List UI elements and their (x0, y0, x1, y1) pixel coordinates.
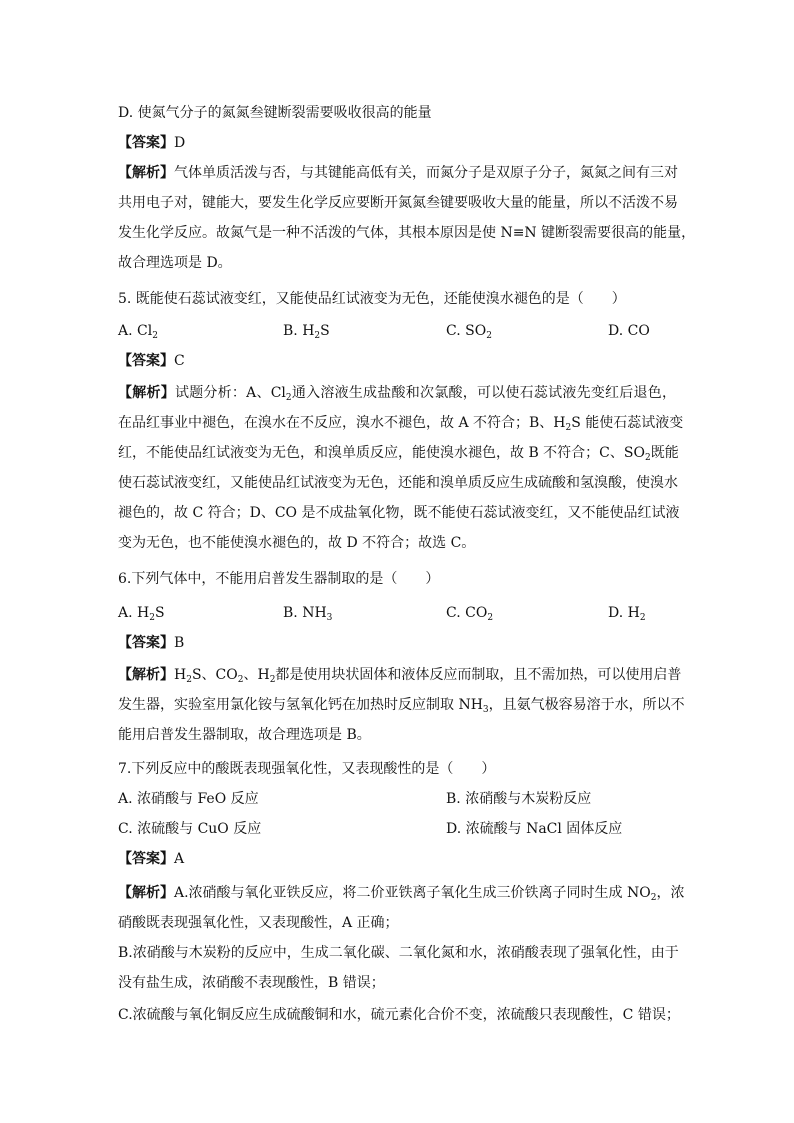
q7-analysis-line-4: 没有盐生成，浓硝酸不表现酸性，B 错误； (118, 975, 385, 991)
q4-analysis-line-3: 发生化学反应。故氮气是一种不活泼的气体，其根本原因是使 N≡N 键断裂需要很高的能量， (118, 225, 696, 241)
q6-option-d: D. $H_2$ (608, 605, 646, 623)
q5-options (118, 321, 676, 341)
answer-value: D (174, 135, 186, 151)
q6-analysis-line-2: 发生器，实验室用氯化铵与氢氧化钙在加热时反应制取 $NH_3$，且氨气极容易溶于水，所以不 (118, 697, 685, 715)
answer-label: 【答案】 (118, 135, 174, 151)
q7-option-d: D. 浓硫酸与 NaCl 固体反应 (446, 821, 623, 837)
q6-analysis-line-3: 能用启普发生器制取，故合理选项是 B。 (118, 727, 371, 743)
q6-options (118, 603, 676, 623)
q7-question: 7.下列反应中的酸既表现强氧化性，又表现酸性的是（ ） (118, 761, 496, 777)
q5-analysis-line-3: 红，不能使品红试液变为无色，和溴单质反应，能使溴水褪色，故 B 不符合；C、$SO_2$既能 (118, 445, 679, 463)
q4-analysis-line-1: 【解析】气体单质活泼与否，与其键能高低有关，而氮分子是双原子分子，氮氮之间有三对 (118, 165, 678, 181)
q7-option-c: C. 浓硫酸与 CuO 反应 (118, 821, 262, 837)
q5-option-a: A. $Cl_2$ (118, 323, 158, 341)
q7-answer: 【答案】A (118, 851, 185, 867)
q5-analysis-line-6: 变为无色，也不能使溴水褪色的，故 D 不符合；故选 C。 (118, 535, 476, 551)
q5-analysis-line-4: 使石蕊试液变红，又能使品红试液变为无色，还能和溴单质反应生成硫酸和氢溴酸，使溴水 (118, 475, 678, 491)
q5-option-c: C. $SO_2$ (446, 323, 492, 341)
q5-option-d: D. CO (608, 323, 650, 339)
q5-option-b: B. $H_2S$ (283, 323, 330, 341)
q7-analysis-line-3: B.浓硝酸与木炭粉的反应中，生成二氧化碳、二氧化氮和水，浓硝酸表现了强氧化性，由于 (118, 945, 679, 961)
q5-analysis-line-2: 在品红事业中褪色，在溴水在不反应，溴水不褪色，故 A 不符合；B、$H_2S$ 能使石蕊试液变 (118, 415, 684, 433)
q6-option-c: C. $CO_2$ (446, 605, 494, 623)
q6-question: 6.下列气体中，不能用启普发生器制取的是（ ） (118, 571, 440, 587)
q5-analysis-line-1: 【解析】试题分析：A、$Cl_2$通入溶液生成盐酸和次氯酸，可以使石蕊试液先变红后退色， (118, 385, 677, 403)
analysis-label: 【解析】 (118, 165, 174, 181)
q7-option-b: B. 浓硝酸与木炭粉反应 (446, 791, 592, 807)
q6-option-b: B. $NH_3$ (283, 605, 333, 623)
q5-answer: 【答案】C (118, 353, 185, 369)
q4-analysis-line-4: 故合理选项是 D。 (118, 255, 232, 271)
q6-analysis-line-1: 【解析】$H_2S$、$CO_2$、$H_2$都是使用块状固体和液体反应而制取，且不需加热，可以使用启普 (118, 667, 682, 685)
q7-analysis-line-1: 【解析】A.浓硝酸与氧化亚铁反应，将二价亚铁离子氧化生成三价铁离子同时生成 $NO_2$，浓 (118, 885, 685, 903)
q7-analysis-line-2: 硝酸既表现强氧化性，又表现酸性，A 正确； (118, 915, 399, 931)
q7-options-row-2 (118, 819, 676, 839)
q5-question: 5. 既能使石蕊试液变红，又能使品红试液变为无色，还能使溴水褪色的是（ ） (118, 291, 626, 307)
q6-answer: 【答案】B (118, 635, 185, 651)
q7-option-a: A. 浓硝酸与 FeO 反应 (118, 791, 259, 807)
q5-analysis-line-5: 褪色的，故 C 符合；D、CO 是不成盐氧化物，既不能使石蕊试液变红，又不能使品红试液 (118, 505, 680, 521)
q7-options-row-1 (118, 789, 676, 809)
q4-answer (118, 133, 185, 153)
q7-analysis-line-5: C.浓硫酸与氧化铜反应生成硫酸铜和水，硫元素化合价不变，浓硫酸只表现酸性，C 错误； (118, 1007, 680, 1023)
q6-option-a: A. $H_2S$ (118, 605, 165, 623)
q4-option-d: D. 使氮气分子的氮氮叁键断裂需要吸收很高的能量 (118, 105, 432, 121)
q4-analysis-line-2: 共用电子对，键能大，要发生化学反应要断开氮氮叁键要吸收大量的能量，所以不活泼不易 (118, 195, 678, 211)
